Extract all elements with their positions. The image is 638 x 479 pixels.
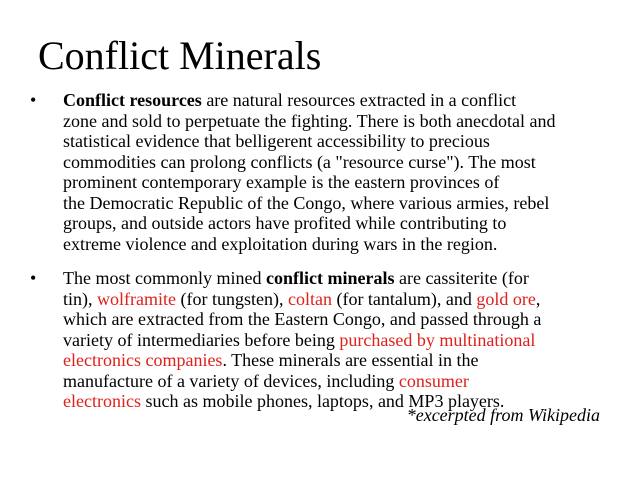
text-run: The most commonly mined <box>63 268 266 288</box>
text-run: are natural resources extracted in a conflict <box>201 90 517 110</box>
bullet-marker: • <box>30 268 37 288</box>
bullet-marker: • <box>30 90 37 110</box>
text-run: (for tungsten), <box>175 288 288 309</box>
link-electronics[interactable]: electronics <box>63 391 141 411</box>
text-run: tin), <box>63 288 97 309</box>
text-line <box>63 330 535 351</box>
text-line: the Democratic Republic of the Congo, where various armies, rebel <box>63 192 550 213</box>
text-line <box>63 289 540 310</box>
text-line <box>63 371 469 392</box>
text-run: variety of intermediaries before being <box>63 329 340 350</box>
text-line <box>63 350 479 371</box>
link-purchased-by-multinational[interactable]: purchased by multinational <box>339 329 536 350</box>
link-wolframite[interactable]: wolframite <box>97 288 176 309</box>
text-run: (for tantalum), and <box>331 288 477 309</box>
text-line: statistical evidence that belligerent accessibility to precious <box>63 131 490 151</box>
link-consumer[interactable]: consumer <box>398 370 469 391</box>
text-line: groups, and outside actors have profited while contributing to <box>63 213 507 233</box>
text-run: . These minerals are essential in the <box>222 350 479 370</box>
bold-term: conflict minerals <box>265 268 395 288</box>
link-coltan[interactable]: coltan <box>287 288 332 309</box>
link-electronics-companies[interactable]: electronics companies <box>63 350 223 370</box>
text-run: are cassiterite (for <box>394 268 529 288</box>
text-line: commodities can prolong conflicts (a "resource curse"). The most <box>63 151 536 172</box>
text-run: such as mobile phones, laptops, and MP3 players. <box>140 391 505 411</box>
link-gold-ore[interactable]: gold ore <box>476 288 536 309</box>
text-line: extreme violence and exploitation during wars in the region. <box>63 233 498 254</box>
text-line: prominent contemporary example is the eastern provinces of <box>63 172 500 192</box>
text-run: manufacture of a variety of devices, including <box>63 370 399 391</box>
source-credit: *excerpted from Wikipedia <box>406 405 600 425</box>
slide-title: Conflict Minerals <box>38 33 322 78</box>
text-run: , <box>535 288 541 309</box>
text-line: zone and sold to perpetuate the fighting. There is both anecdotal and <box>63 110 556 131</box>
bold-term: Conflict resources <box>63 90 202 110</box>
text-line: which are extracted from the Eastern Congo, and passed through a <box>63 309 542 329</box>
text-line <box>63 90 516 111</box>
text-line <box>63 268 529 289</box>
